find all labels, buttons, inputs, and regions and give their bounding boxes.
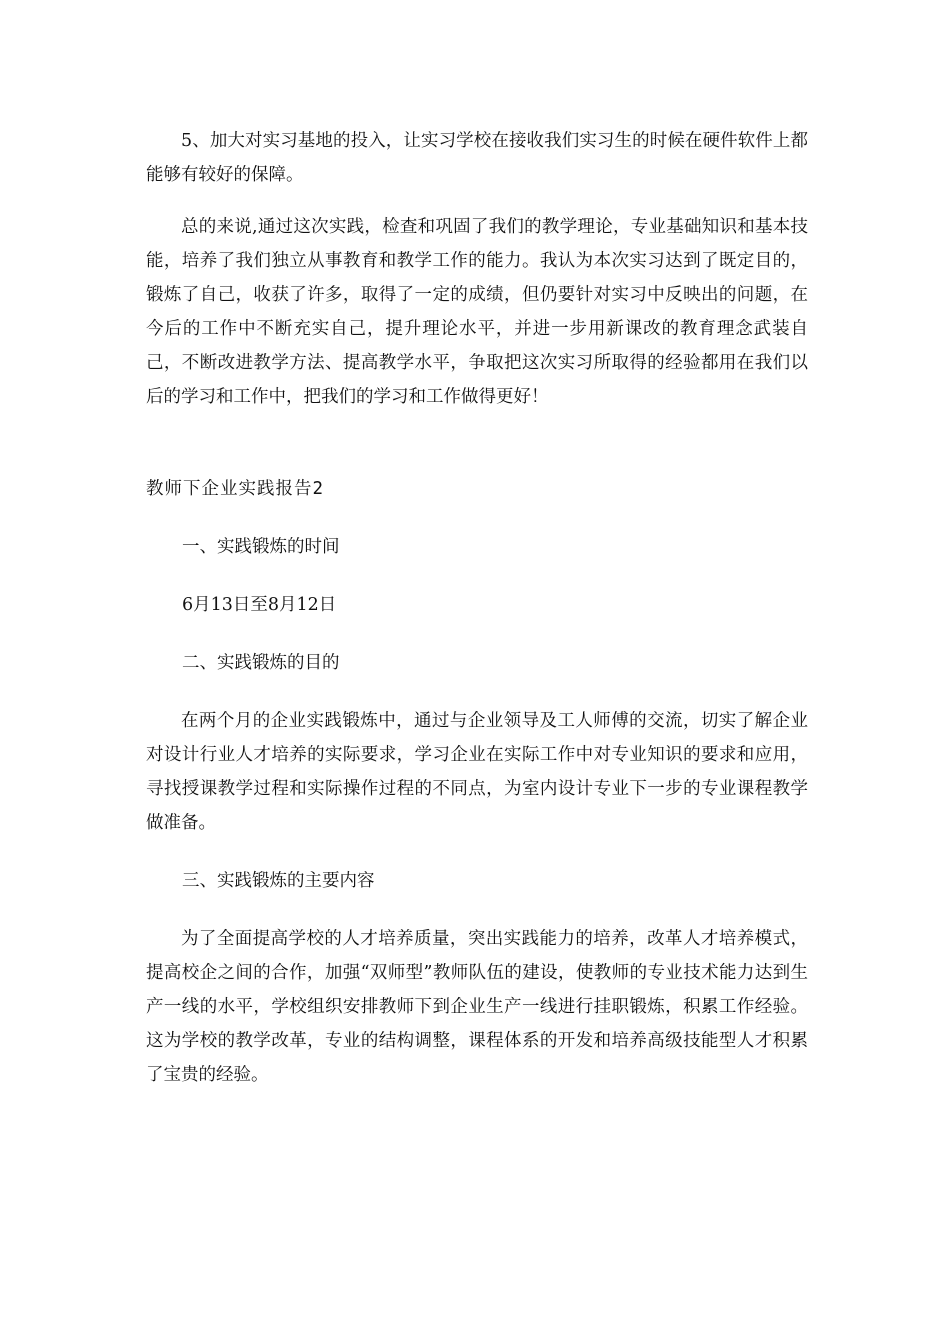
section-1-body: 6月13日至8月12日 [182, 595, 337, 615]
spacer [146, 680, 808, 704]
spacer [146, 840, 808, 864]
section-1-title: 一、实践锻炼的时间 [182, 537, 340, 557]
spacer [146, 898, 808, 922]
spacer [146, 622, 808, 646]
section-2-body: 在两个月的企业实践锻炼中，通过与企业领导及工人师傅的交流，切实了解企业对设计行业人才培养的实际要求，学习企业在实际工作中对专业知识的要求和应用，寻找授课教学过程和实际操作过程的不同点，为室内设计专业下一步的专业课程教学做准备。 [146, 711, 808, 833]
spacer [146, 192, 808, 210]
document-body [146, 124, 808, 1092]
spacer [146, 564, 808, 588]
spacer [146, 506, 808, 530]
paragraph-2: 总的来说,通过这次实践，检查和巩固了我们的教学理论，专业基础知识和基本技能，培养了我们独立从事教育和教学工作的能力。我认为本次实习达到了既定目的，锻炼了自己，收获了许多，取得了一定的成绩，但仍要针对实习中反映出的问题，在今后的工作中不断充实自己，提升理论水平，并进一步用新课改的教育理念武装自己，不断改进教学方法、提高教学水平，争取把这次实习所取得的经验都用在我们以后的学习和工作中，把我们的学习和工作做得更好！ [146, 217, 808, 407]
report-heading: 教师下企业实践报告2 [146, 479, 325, 499]
spacer [146, 414, 808, 472]
section-3-body: 为了全面提高学校的人才培养质量，突出实践能力的培养，改革人才培养模式，提高校企之间的合作，加强“双师型”教师队伍的建设，使教师的专业技术能力达到生产一线的水平，学校组织安排教师下到企业生产一线进行挂职锻炼，积累工作经验。这为学校的教学改革，专业的结构调整，课程体系的开发和培养高级技能型人才积累了宝贵的经验。 [146, 929, 808, 1085]
section-3-title: 三、实践锻炼的主要内容 [182, 871, 375, 891]
section-2-title: 二、实践锻炼的目的 [182, 653, 340, 673]
paragraph-1: 5、加大对实习基地的投入，让实习学校在接收我们实习生的时候在硬件软件上都能够有较好的保障。 [146, 131, 808, 185]
